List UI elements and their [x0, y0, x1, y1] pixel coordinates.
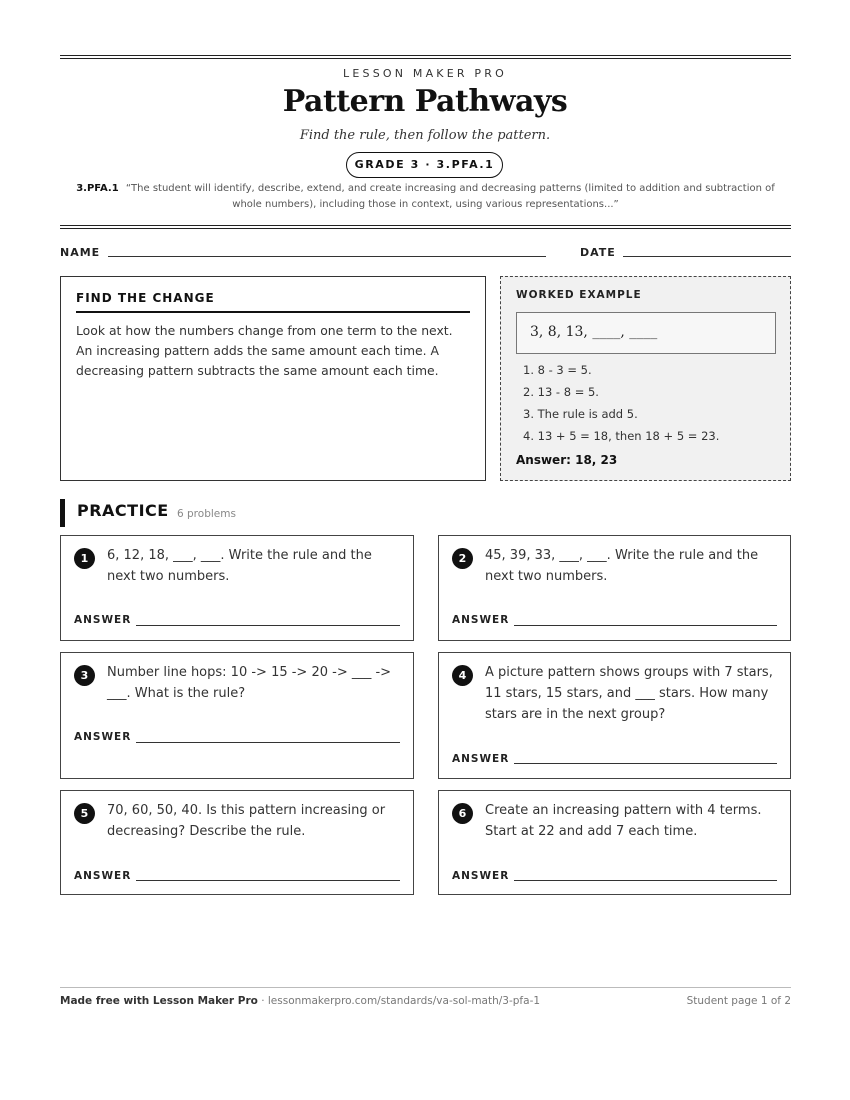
answer-label: ANSWER — [452, 870, 510, 882]
date-field[interactable] — [623, 256, 791, 257]
brand-label: LESSON MAKER PRO — [343, 67, 507, 80]
footer-credit — [60, 995, 540, 1007]
problem-number-badge: 6 — [452, 803, 473, 824]
footer-rule — [60, 987, 791, 988]
date-label: DATE — [580, 246, 616, 259]
answer-label: ANSWER — [74, 731, 132, 743]
worked-example-sequence: 3, 8, 13, ____, ____ — [516, 312, 776, 354]
header-rule-bottom-1 — [60, 225, 791, 226]
answer-label: ANSWER — [74, 614, 132, 626]
answer-field[interactable] — [136, 625, 400, 626]
page-subtitle: Find the rule, then follow the pattern. — [299, 128, 551, 143]
find-the-change-title: FIND THE CHANGE — [76, 291, 470, 313]
problem-prompt: Create an increasing pattern with 4 terms. Start at 22 and add 7 each time. — [485, 803, 762, 839]
grade-badge: GRADE 3 · 3.PFA.1 — [346, 152, 503, 178]
footer-separator: · — [257, 995, 268, 1007]
answer-field[interactable] — [136, 742, 400, 743]
find-the-change-box — [60, 276, 486, 481]
problem-number-badge: 2 — [452, 548, 473, 569]
problem-prompt: 6, 12, 18, ___, ___. Write the rule and the next two numbers. — [107, 548, 372, 584]
answer-field[interactable] — [136, 880, 400, 881]
problem-card-6 — [438, 790, 791, 895]
practice-title: PRACTICE — [77, 501, 169, 520]
problem-number-badge: 1 — [74, 548, 95, 569]
answer-field[interactable] — [514, 625, 777, 626]
problem-card-2 — [438, 535, 791, 641]
answer-field[interactable] — [514, 880, 777, 881]
name-field[interactable] — [108, 256, 546, 257]
find-the-change-text: Look at how the numbers change from one term to the next. An increasing pattern adds the same amount each time. A decreasing pattern subtracts the same amount each time. — [76, 323, 453, 378]
worked-step: 2. 13 - 8 = 5. — [523, 385, 599, 399]
problem-prompt: Number line hops: 10 -> 15 -> 20 -> ___ -> ___. What is the rule? — [107, 665, 392, 701]
worked-step: 3. The rule is add 5. — [523, 407, 638, 421]
worked-step: 4. 13 + 5 = 18, then 18 + 5 = 23. — [523, 429, 720, 443]
worked-example-answer: Answer: 18, 23 — [516, 453, 618, 467]
practice-count: 6 problems — [177, 508, 236, 520]
problem-number-badge: 4 — [452, 665, 473, 686]
problem-card-3 — [60, 652, 414, 779]
standard-code: 3.PFA.1 — [76, 183, 119, 194]
footer-page-number: Student page 1 of 2 — [686, 995, 791, 1007]
standard-text: “The student will identify, describe, extend, and create increasing and decreasing patterns (limited to addition and subtraction of whole numbers), including those in context, using various representations...” — [125, 183, 775, 210]
problem-number-badge: 5 — [74, 803, 95, 824]
problem-card-4 — [438, 652, 791, 779]
answer-label: ANSWER — [452, 753, 510, 765]
footer-url[interactable]: lessonmakerpro.com/standards/va-sol-math/3-pfa-1 — [267, 995, 541, 1007]
practice-accent-bar — [60, 499, 65, 527]
header-rule-top-2 — [60, 58, 791, 59]
problem-prompt: A picture pattern shows groups with 7 stars, 11 stars, 15 stars, and ___ stars. How many stars are in the next group? — [485, 665, 773, 722]
answer-label: ANSWER — [74, 870, 132, 882]
header-rule-top-1 — [60, 55, 791, 56]
problem-card-1 — [60, 535, 414, 641]
worked-example-title: WORKED EXAMPLE — [516, 289, 642, 301]
problem-prompt: 70, 60, 50, 40. Is this pattern increasing or decreasing? Describe the rule. — [107, 803, 386, 839]
header-rule-bottom-2 — [60, 228, 791, 229]
problem-number-badge: 3 — [74, 665, 95, 686]
worked-example-steps — [523, 359, 719, 447]
footer-made-with: Made free with Lesson Maker Pro — [60, 995, 258, 1007]
answer-label: ANSWER — [452, 614, 510, 626]
problem-prompt: 45, 39, 33, ___, ___. Write the rule and the next two numbers. — [485, 548, 759, 584]
worked-step: 1. 8 - 3 = 5. — [523, 363, 592, 377]
standard-statement — [60, 181, 791, 213]
name-label: NAME — [60, 246, 101, 259]
worked-example-box — [500, 276, 791, 481]
page-title: Pattern Pathways — [282, 84, 568, 119]
answer-field[interactable] — [514, 763, 777, 764]
problem-card-5 — [60, 790, 414, 895]
